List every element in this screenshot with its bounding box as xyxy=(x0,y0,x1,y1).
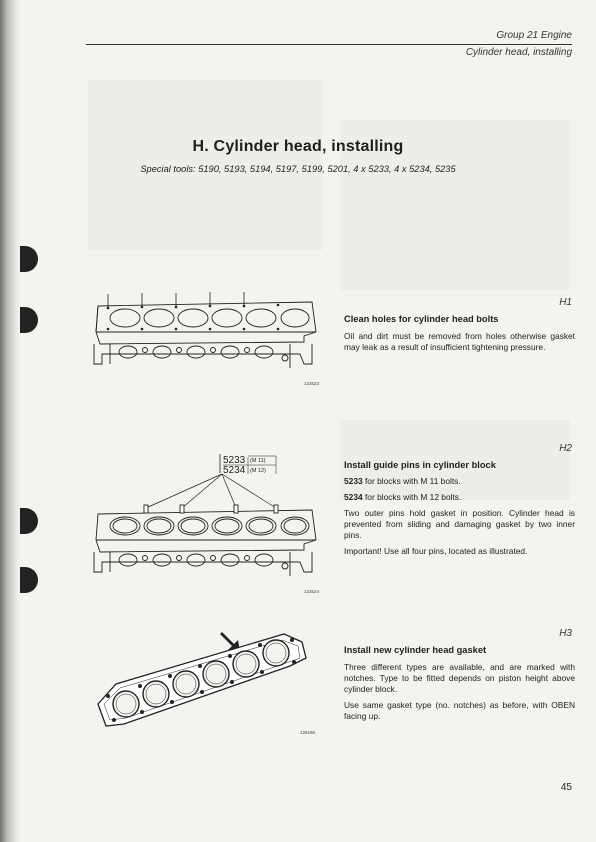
tool-line-5233 xyxy=(344,476,575,487)
section-title-h1: Clean holes for cylinder head bolts xyxy=(344,314,499,324)
callout-code: 5233 xyxy=(223,455,246,466)
guide-pin-callout-lines xyxy=(146,474,276,508)
cylinder-head-block-illustration xyxy=(90,292,325,374)
figure-number: 126166 xyxy=(300,730,316,735)
page-title: H. Cylinder head, installing xyxy=(192,138,404,155)
paragraph: Oil and dirt must be removed from holes otherwise gasket may leak as a result of insufficient tightening pressure. xyxy=(344,331,575,352)
section-label-h3: H3 xyxy=(559,628,572,639)
paragraph: Two outer pins hold gasket in position. Cylinder head is prevented from sliding and damaging gasket by two inner pins. xyxy=(344,508,575,540)
callout-bolt-size: (M 12) xyxy=(250,468,266,474)
callout-bolt-size: (M 11) xyxy=(250,458,266,464)
header-group: Group 21 Engine xyxy=(496,30,572,41)
binding-edge xyxy=(0,0,20,842)
page-number: 45 xyxy=(560,782,572,793)
section-text-h3 xyxy=(344,662,575,727)
guide-pins-illustration xyxy=(90,452,325,582)
section-text-h1 xyxy=(344,331,575,358)
section-title-h2: Install guide pins in cylinder block xyxy=(344,460,496,470)
punch-hole xyxy=(20,508,38,534)
tool-desc: for blocks with M 11 bolts. xyxy=(362,476,461,486)
header-subtitle: Cylinder head, installing xyxy=(465,47,572,58)
punch-hole xyxy=(20,246,38,272)
special-tools: Special tools: 5190, 5193, 5194, 5197, 5199, 5201, 4 x 5233, 4 x 5234, 5235 xyxy=(140,164,456,174)
callout-code: 5234 xyxy=(223,465,246,476)
tool-desc: for blocks with M 12 bolts. xyxy=(362,492,462,502)
header-rule xyxy=(86,44,572,45)
figure-number: 133524 xyxy=(304,589,320,594)
paragraph: Use same gasket type (no. notches) as before, with OBEN facing up. xyxy=(344,700,575,721)
tool-line-5234 xyxy=(344,492,575,503)
paragraph: Three different types are available, and are marked with notches. Type to be fitted depends on piston height above cylinder block. xyxy=(344,662,575,694)
cylinder-head-gasket-illustration xyxy=(94,626,319,741)
section-text-h2 xyxy=(344,476,575,562)
tool-code: 5234 xyxy=(344,492,363,502)
section-label-h2: H2 xyxy=(559,443,572,454)
section-label-h1: H1 xyxy=(559,297,572,308)
paragraph: Important! Use all four pins, located as illustrated. xyxy=(344,546,528,556)
figure-number: 133523 xyxy=(304,381,320,386)
tool-code: 5233 xyxy=(344,476,363,486)
punch-hole xyxy=(20,307,38,333)
punch-hole xyxy=(20,567,38,593)
section-title-h3: Install new cylinder head gasket xyxy=(344,645,487,655)
